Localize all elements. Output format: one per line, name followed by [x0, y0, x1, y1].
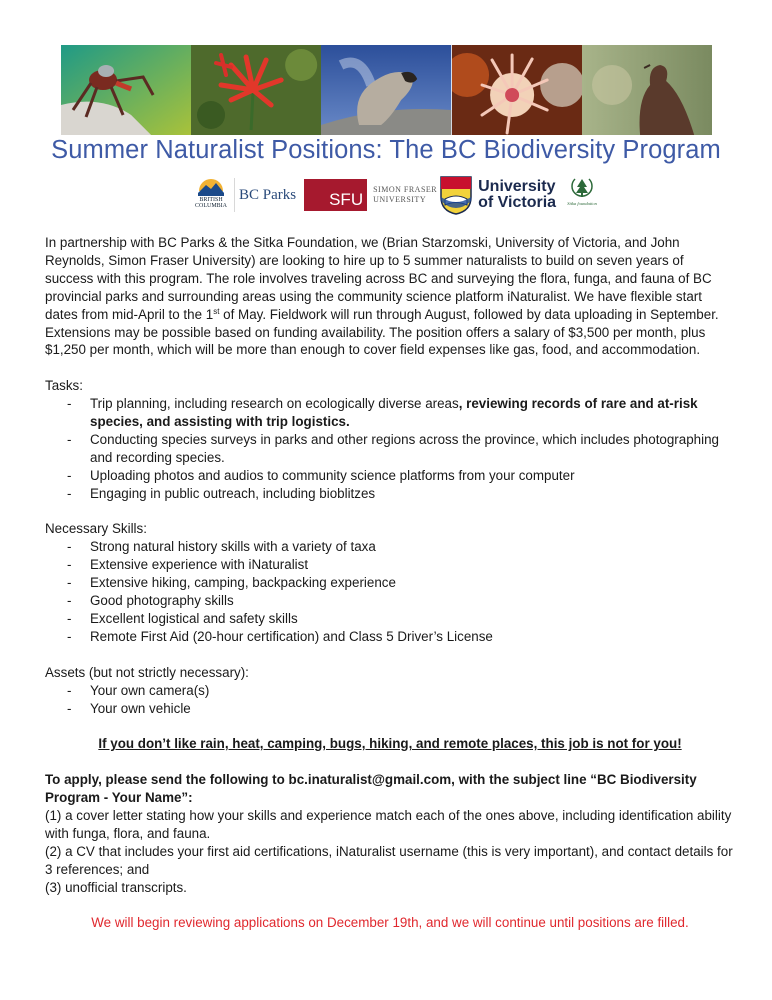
- assets-heading: Assets (but not strictly necessary):: [45, 664, 249, 680]
- bc-sun-mountain-icon: [196, 175, 226, 197]
- uvic-wordmark: University of Victoria: [478, 178, 557, 211]
- list-item: - Extensive hiking, camping, backpacking experience: [45, 574, 735, 592]
- apply-item-cover-letter: (1) a cover letter stating how your skills and experience match each of the ones above, including identification ability with funga, flora, and fauna.: [45, 807, 732, 841]
- list-item: - Extensive experience with iNaturalist: [45, 556, 735, 574]
- apply-item-cv: (2) a CV that includes your first aid certifications, iNaturalist username (this is very important), and contact details for 3 references; and: [45, 843, 733, 877]
- tasks-list: [45, 395, 735, 502]
- photo-marmot: [321, 45, 451, 135]
- uvic-crest-icon: [439, 175, 473, 215]
- apply-instructions: To apply, please send the following to bc.inaturalist@gmail.com, with the subject line “BC Biodiversity Program - Your Name”:: [45, 772, 697, 806]
- intro-paragraph: In partnership with BC Parks & the Sitka Foundation, we (Brian Starzomski, University of Victoria, and John Reynolds, Simon Fraser University) are looking to hire up to 5 summer naturalists to build on seven years of success with this program. The role involves traveling across BC and surveying the flora, funga, and fauna of BC provincial parks and surrounding areas using the community science platform iNaturalist. We have flexible start dates from mid-April to the 1st of May. Fieldwork will run through August, followed by data uploading in September. Extensions may be possible based on funding availability. The position offers a salary of $3,500 per month, plus $1,250 per month, which will be more than enough to cover field expenses like gas, food, and accommodation.: [45, 235, 719, 358]
- list-item: - Strong natural history skills with a variety of taxa: [45, 538, 735, 556]
- partner-logos: [190, 173, 600, 217]
- tasks-heading: Tasks:: [45, 378, 83, 394]
- list-item: - Conducting species surveys in parks and other regions across the province, which includes photographing and recording species.: [45, 431, 735, 467]
- list-item: - Excellent logistical and safety skills: [45, 610, 735, 628]
- page-title: Summer Naturalist Positions: The BC Biodiversity Program: [51, 136, 721, 164]
- list-item: - Your own vehicle: [45, 700, 735, 718]
- sitka-foundation-logo: Sitka foundation: [564, 175, 600, 215]
- photo-banner: [61, 45, 712, 135]
- list-item: - Uploading photos and audios to community science platforms from your computer: [45, 467, 735, 485]
- list-item: - Your own camera(s): [45, 682, 735, 700]
- bc-parks-logo: BC Parks: [239, 186, 297, 203]
- warning-notice: If you don’t like rain, heat, camping, bugs, hiking, and remote places, this job is not for you!: [98, 736, 682, 752]
- list-item: - Good photography skills: [45, 592, 735, 610]
- photo-sea-anemone: [452, 45, 582, 135]
- skills-heading: Necessary Skills:: [45, 521, 147, 537]
- skills-list: [45, 538, 735, 645]
- job-posting-body: [45, 234, 735, 932]
- sfu-logo: SFU: [304, 179, 367, 211]
- assets-list: [45, 682, 735, 718]
- closing-notice: We will begin reviewing applications on December 19th, and we will continue until positions are filled.: [91, 915, 689, 931]
- list-item: - Remote First Aid (20-hour certification) and Class 5 Driver’s License: [45, 628, 735, 646]
- photo-jumping-spider: [61, 45, 191, 135]
- sfu-wordmark: SIMON FRASER UNIVERSITY: [373, 185, 438, 204]
- photo-paintbrush-flower: [191, 45, 321, 135]
- apply-item-transcripts: (3) unofficial transcripts.: [45, 879, 187, 895]
- logo-divider: [234, 178, 235, 212]
- photo-grouse: [582, 45, 712, 135]
- list-item: - Engaging in public outreach, including bioblitzes: [45, 485, 735, 503]
- sitka-tree-icon: [570, 175, 594, 201]
- list-item: - Trip planning, including research on ecologically diverse areas, reviewing records of rare and at-risk species, and assisting with trip logistics.: [45, 395, 735, 431]
- bc-government-logo: BRITISH COLUMBIA: [190, 175, 232, 215]
